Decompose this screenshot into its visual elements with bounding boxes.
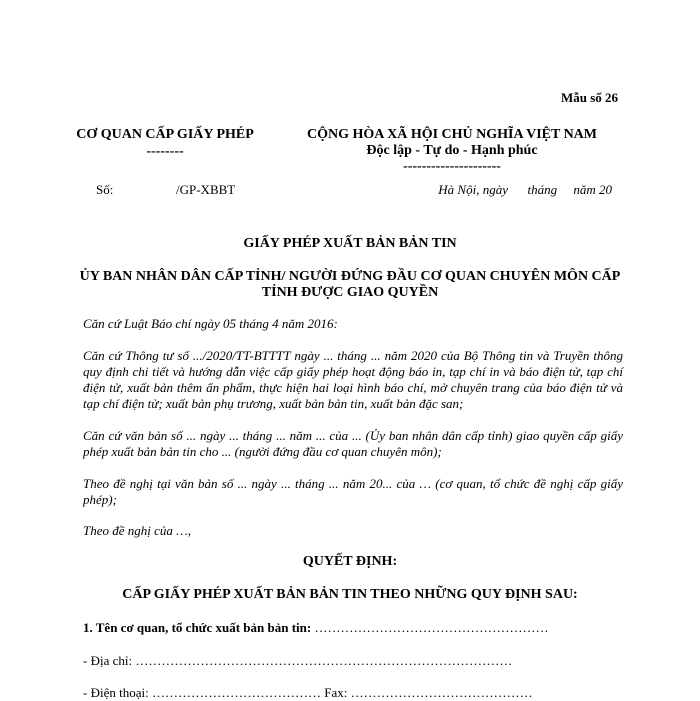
national-motto: Độc lập - Tự do - Hạnh phúc — [366, 143, 538, 158]
legal-basis-paragraph: Căn cứ Thông tư số .../2020/TT-BTTTT ngày ... tháng ... năm 2020 của Bộ Thông tin và Truyền thông quy định chi tiết và hướng dẫn việc cấp giấy phép hoạt động báo in, tạp chí in và báo điện tử, tạp chí điện tử, xuất bản thêm ấn phẩm, thực hiện hai loại hình báo chí, mở chuyên trang của báo điện tử và tạp chí điện tử; xuất bản phụ trương, xuất bản bản tin, xuất bản đặc san; — [83, 348, 623, 411]
phone-label: - Điện thoại: ………………………………… — [83, 685, 325, 700]
fax-label: Fax: …………………………………… — [324, 685, 533, 700]
legal-basis-paragraph: Căn cứ Luật Báo chí ngày 05 tháng 4 năm 2016: — [83, 316, 338, 331]
item-publisher-name-label: 1. Tên cơ quan, tổ chức xuất bản bản tin: — [83, 620, 312, 635]
national-header — [292, 127, 612, 175]
issuing-agency: CƠ QUAN CẤP GIẤY PHÉP — [76, 127, 254, 142]
item-publisher-name-blank: ……………………………………………… — [311, 620, 549, 635]
document-number-label: Số: — [96, 182, 114, 197]
phone-fax-line — [83, 685, 533, 701]
place-and-date: Hà Nội, ngày tháng năm 20 — [438, 182, 612, 197]
item-publisher-name — [83, 620, 548, 636]
address-line: - Địa chỉ: …………………………………………………………………………… — [83, 653, 513, 668]
document-title: GIẤY PHÉP XUẤT BẢN BẢN TIN — [243, 236, 457, 251]
grant-heading: CẤP GIẤY PHÉP XUẤT BẢN BẢN TIN THEO NHỮNG QUY ĐỊNH SAU: — [122, 587, 578, 602]
issuing-agency-header — [60, 127, 270, 160]
legal-basis-paragraph: Căn cứ văn bản số ... ngày ... tháng ... năm ... của ... (Ủy ban nhân dân cấp tỉnh) giao quyền cấp giấy phép xuất bản bản tin cho ... (người đứng đầu cơ quan chuyên môn); — [83, 428, 623, 459]
issuing-authority: ỦY BAN NHÂN DÂN CẤP TỈNH/ NGƯỜI ĐỨNG ĐẦU CƠ QUAN CHUYÊN MÔN CẤP TỈNH ĐƯỢC GIAO QUYỀN — [79, 269, 621, 300]
issuing-agency-underline: -------- — [146, 144, 184, 159]
form-number: Mẫu số 26 — [560, 90, 618, 105]
motto-underline: --------------------- — [403, 159, 501, 174]
legal-basis-paragraph: Theo đề nghị tại văn bản số ... ngày ... tháng ... năm 20... của … (cơ quan, tổ chức đề nghị cấp giấy phép); — [83, 476, 623, 507]
document-number-suffix: /GP-XBBT — [176, 182, 236, 197]
decision-heading: QUYẾT ĐỊNH: — [302, 554, 398, 569]
legal-basis-paragraph: Theo đề nghị của …, — [83, 523, 191, 538]
country-name: CỘNG HÒA XÃ HỘI CHỦ NGHĨA VIỆT NAM — [306, 127, 597, 142]
